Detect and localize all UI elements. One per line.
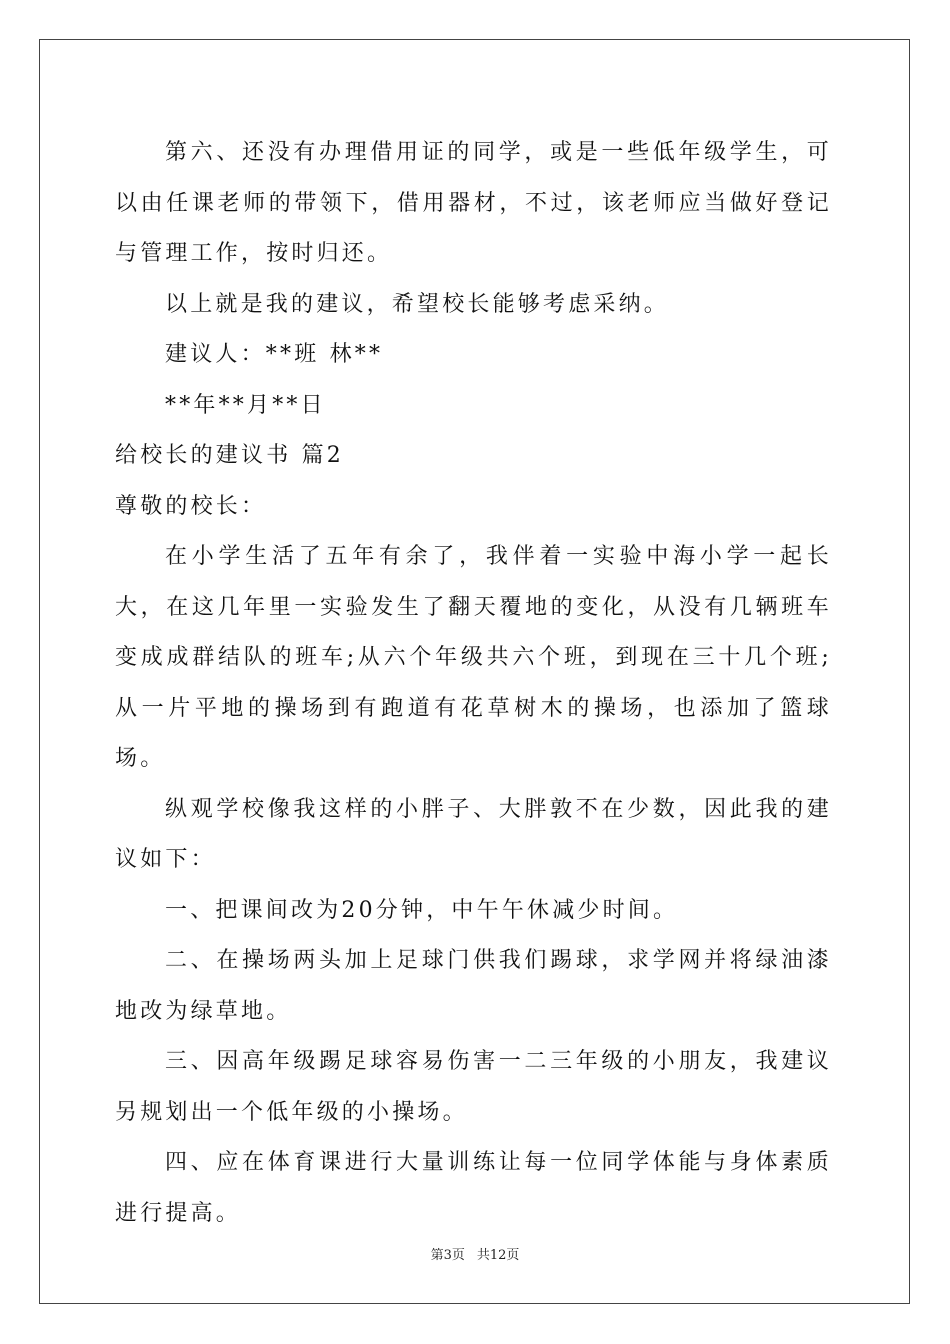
section-title: 给校长的建议书 篇2 [115, 443, 344, 468]
paragraph: 以上就是我的建议，希望校长能够考虑采纳。 [165, 291, 670, 317]
page-footer [0, 1247, 950, 1265]
list-item: 四、应在体育课进行大量训练让每一位同学体能与身体素质进行提高。 [115, 1150, 832, 1226]
signature-line: 建议人：**班 林** [165, 342, 384, 367]
document-body [115, 128, 832, 1239]
paragraph: 在小学生活了五年有余了，我伴着一实验中海小学一起长大，在这几年里一实验发生了翻天覆地的变化，从没有几辆班车变成成群结队的班车;从六个年级共六个班，到现在三十几个班;从一片平地的操场到有跑道有花草树木的操场，也添加了篮球场。 [115, 544, 832, 771]
salutation: 尊敬的校长： [115, 493, 267, 519]
date-line: **年**月**日 [165, 392, 326, 418]
list-item: 三、因高年级踢足球容易伤害一二三年级的小朋友，我建议另规划出一个低年级的小操场。 [115, 1049, 832, 1125]
paragraph: 纵观学校像我这样的小胖子、大胖敦不在少数，因此我的建议如下： [115, 796, 832, 872]
paragraph: 第六、还没有办理借用证的同学，或是一些低年级学生，可以由任课老师的带领下，借用器材，不过，该老师应当做好登记与管理工作，按时归还。 [115, 140, 832, 266]
list-item: 二、在操场两头加上足球门供我们踢球，求学网并将绿油漆地改为绿草地。 [115, 948, 832, 1024]
page-number: 第3页 [430, 1248, 465, 1263]
page-total: 共12页 [476, 1248, 520, 1263]
list-item: 一、把课间改为20分钟，中午午休减少时间。 [165, 897, 679, 923]
